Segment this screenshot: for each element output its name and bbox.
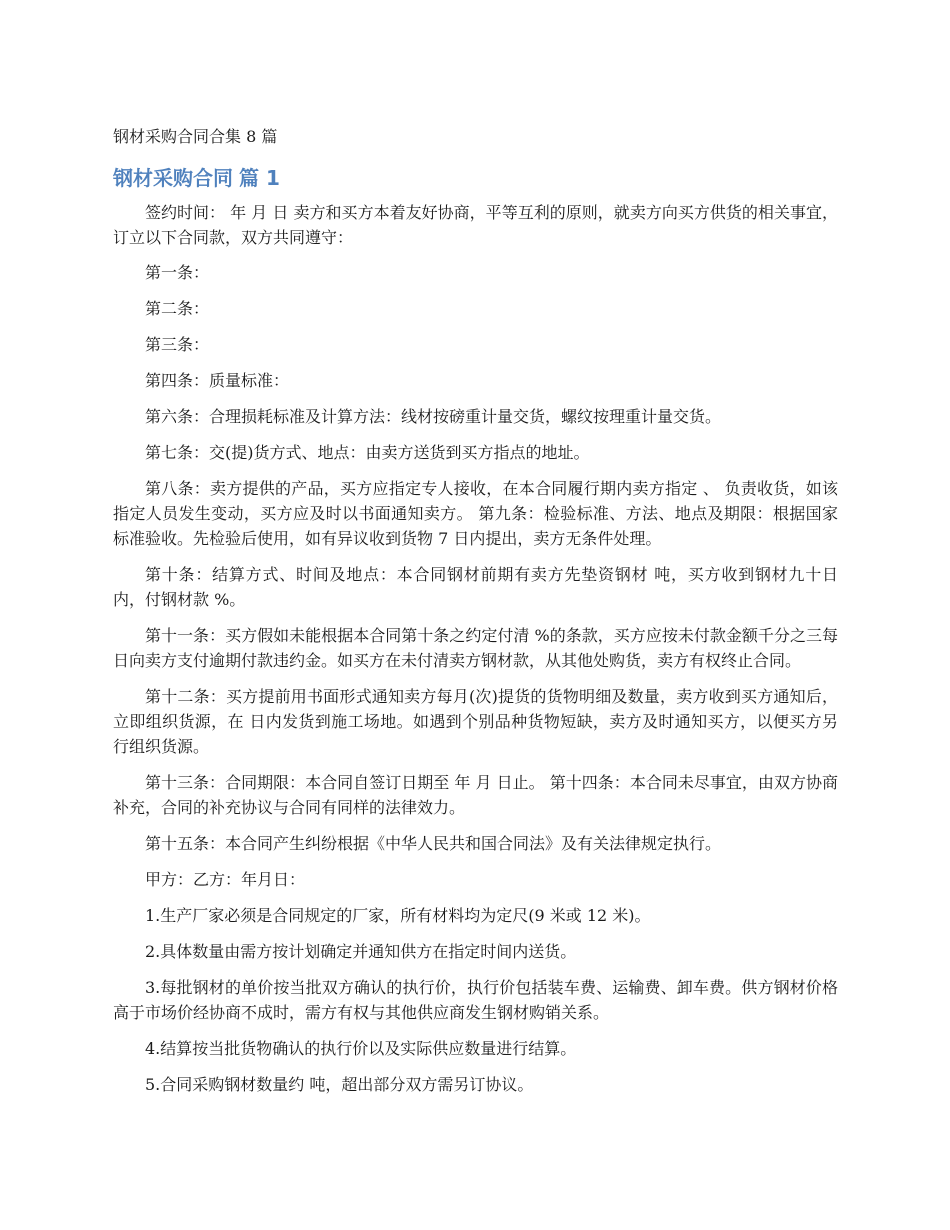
document-title: 钢材采购合同合集 8 篇 xyxy=(113,127,278,146)
section-heading xyxy=(113,164,286,192)
paragraph-item-5: 5.合同采购钢材数量约 吨，超出部分双方需另订协议。 xyxy=(145,1075,534,1094)
contract-body xyxy=(113,200,838,1108)
paragraph-article-4: 第四条：质量标准： xyxy=(145,371,290,390)
paragraph-article-12: 第十二条：买方提前用书面形式通知卖方每月(次)提货的货物明细及数量，卖方收到买方通知后，立即组织货源，在 日内发货到施工场地。如遇到个别品种货物短缺，卖方及时通知买方，以便买方另行组织货源。 xyxy=(113,687,838,756)
paragraph-item-2: 2.具体数量由需方按计划确定并通知供方在指定时间内送货。 xyxy=(145,942,577,961)
paragraph-article-15: 第十五条：本合同产生纠纷根据《中华人民共和国合同法》及有关法律规定执行。 xyxy=(145,834,722,853)
paragraph-article-1: 第一条： xyxy=(145,263,210,282)
paragraph-article-10: 第十条：结算方式、时间及地点：本合同钢材前期有卖方先垫资钢材 吨，买方收到钢材九十日内，付钢材款 %。 xyxy=(113,565,838,609)
paragraph-item-3: 3.每批钢材的单价按当批双方确认的执行价，执行价包括装车费、运输费、卸车费。供方钢材价格高于市场价经协商不成时，需方有权与其他供应商发生钢材购销关系。 xyxy=(113,978,838,1022)
paragraph-article-6: 第六条：合理损耗标准及计算方法：线材按磅重计量交货，螺纹按理重计量交货。 xyxy=(145,407,722,426)
section-heading-suffix: 篇 1 xyxy=(239,166,280,190)
paragraph-item-1: 1.生产厂家必须是合同规定的厂家，所有材料均为定尺(9 米或 12 米)。 xyxy=(145,906,651,925)
paragraph-signatures: 甲方：乙方：年月日： xyxy=(145,870,306,889)
paragraph-article-7: 第七条：交(提)货方式、地点：由卖方送货到买方指点的地址。 xyxy=(145,443,590,462)
paragraph-item-4: 4.结算按当批货物确认的执行价以及实际供应数量进行结算。 xyxy=(145,1039,577,1058)
paragraph-article-3: 第三条： xyxy=(145,335,210,354)
section-heading-text: 钢材采购合同 xyxy=(113,166,233,190)
paragraph-article-11: 第十一条：买方假如未能根据本合同第十条之约定付清 %的条款，买方应按未付款金额千分之三每日向卖方支付逾期付款违约金。如买方在未付清卖方钢材款，从其他处购货，卖方有权终止合同。 xyxy=(113,626,838,670)
paragraph-article-2: 第二条： xyxy=(145,299,210,318)
paragraph-article-13-14: 第十三条：合同期限：本合同自签订日期至 年 月 日止。 第十四条：本合同未尽事宜，由双方协商补充，合同的补充协议与合同有同样的法律效力。 xyxy=(113,773,838,817)
paragraph-article-8-9: 第八条：卖方提供的产品，买方应指定专人接收，在本合同履行期内卖方指定 、 负责收货，如该指定人员发生变动，买方应及时以书面通知卖方。 第九条：检验标准、方法、地点及期限：根据国家标准验收。先检验后使用，如有异议收到货物 7 日内提出，卖方无条件处理。 xyxy=(113,479,838,548)
paragraph-intro: 签约时间： 年 月 日 卖方和买方本着友好协商，平等互利的原则，就卖方向买方供货的相关事宜，订立以下合同款，双方共同遵守： xyxy=(113,203,838,247)
